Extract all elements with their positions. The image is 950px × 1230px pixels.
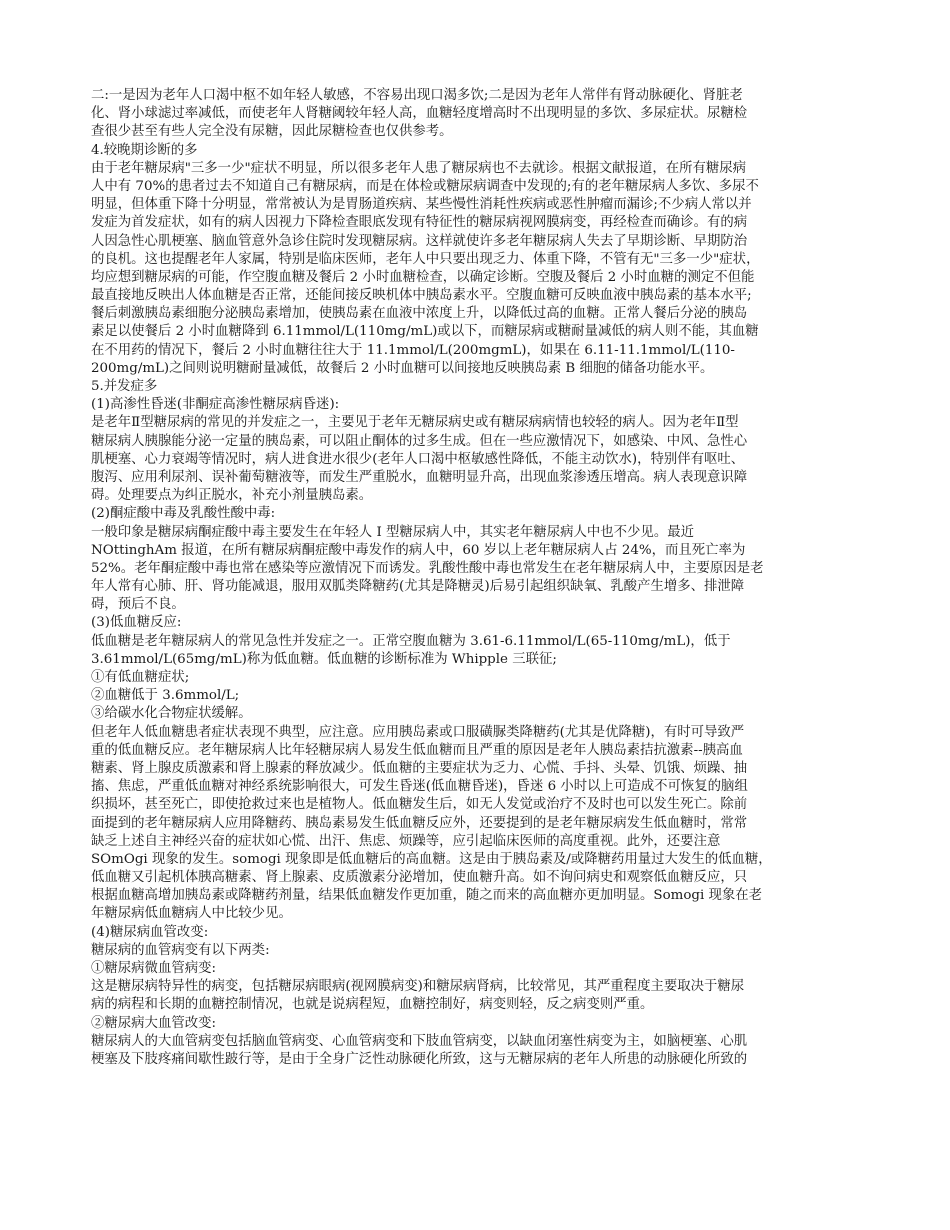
text-line: 糖尿病人的大血管病变包括脑血管病变、心血管病变和下肢血管病变，以缺血闭塞性病变为主，如脑梗塞、心肌 [91, 1033, 748, 1049]
text-line: 查很少甚至有些人完全没有尿糖，因此尿糖检查也仅供参考。 [91, 124, 453, 140]
text-line: 但老年人低血糖患者症状表现不典型，应注意。应用胰岛素或口服磺脲类降糖药(尤其是优降糖)，有时可导致严 [91, 724, 745, 740]
text-line: ②糖尿病大血管改变: [91, 1015, 217, 1031]
text-line: NOttinghAm 报道，在所有糖尿病酮症酸中毒发作的病人中，60 岁以上老年糖尿病人占 24%，而且死亡率为 [91, 542, 746, 558]
text-line: 均应想到糖尿病的可能，作空腹血糖及餐后 2 小时血糖检查，以确定诊断。空腹及餐后 2 小时血糖的测定不但能 [91, 269, 755, 285]
text-line: ③给碳水化合物症状缓解。 [91, 706, 252, 722]
text-line: 3.61mmol/L(65mg/mL)称为低血糖。低血糖的诊断标准为 Whipple 三联征; [91, 651, 557, 667]
text-line: SOmOgi 现象的发生。somogi 现象即是低血糖后的高血糖。这是由于胰岛素及/或降糖药用量过大发生的低血糖， [91, 851, 772, 867]
text-line: ①糖尿病微血管病变: [91, 961, 217, 976]
text-line: 5.并发症多 [91, 379, 158, 394]
text-line: 缺乏上述自主神经兴奋的症状如心慌、出汗、焦虑、烦躁等，应引起临床医师的高度重视。此外，还要注意 [91, 833, 721, 849]
text-line: 这是糖尿病特异性的病变，包括糖尿病眼病(视网膜病变)和糖尿病肾病，比较常见，其严重程度主要取决于糖尿 [91, 979, 745, 995]
text-line: 重的低血糖反应。老年糖尿病人比年轻糖尿病人易发生低血糖而且严重的原因是老年人胰岛素拮抗激素--胰高血 [91, 742, 743, 758]
text-line: 织损坏，甚至死亡，即使抢救过来也是植物人。低血糖发生后，如无人发觉或治疗不及时也可以发生死亡。除前 [91, 797, 748, 813]
text-line: 人因急性心肌梗塞、脑血管意外急诊住院时发现糖尿病。这样就使许多老年糖尿病人失去了早期诊断、早期防治 [91, 233, 748, 249]
text-line: ②血糖低于 3.6mmol/L; [91, 688, 240, 704]
text-line: 肌梗塞、心力衰竭等情况时，病人进食进水很少(老年人口渴中枢敏感性降低，不能主动饮水)，特别伴有呕吐、 [91, 451, 745, 467]
text-line: 低血糖是老年糖尿病人的常见急性并发症之一。正常空腹血糖为 3.61-6.11mmol/L(65-110mg/mL)，低于 [91, 633, 731, 649]
text-line: 最直接地反映出人体血糖是否正常，还能间接反映机体中胰岛素水平。空腹血糖可反映血液中胰岛素的基本水平; [91, 288, 752, 304]
text-line: 糖素、肾上腺皮质激素和肾上腺素的释放减少。低血糖的主要症状为乏力、心慌、手抖、头晕、饥饿、烦躁、抽 [91, 760, 748, 776]
text-line: 根据血糖高增加胰岛素或降糖药剂量，结果低血糖发作更加重，随之而来的高血糖亦更加明显。Somogi 现象在老 [91, 888, 763, 904]
text-line: 糖尿病人胰腺能分泌一定量的胰岛素，可以阻止酮体的过多生成。但在一些应激情况下，如感染、中风、急性心 [91, 433, 748, 449]
text-line: 低血糖又引起机体胰高糖素、肾上腺素、皮质激素分泌增加，使血糖升高。如不询问病史和观察低血糖反应，只 [91, 870, 748, 886]
text-line: 年人常有心肺、肝、肾功能减退，服用双胍类降糖药(尤其是降糖灵)后易引起组织缺氧、乳酸产生增多、排泄障 [91, 579, 745, 595]
text-line: 200mg/mL)之间则说明糖耐量减低，故餐后 2 小时血糖可以间接地反映胰岛素 B 细胞的储备功能水平。 [91, 360, 714, 376]
text-line: 面提到的老年糖尿病人应用降糖药、胰岛素易发生低血糖反应外，还要提到的是老年糖尿病发生低血糖时，常常 [91, 815, 748, 831]
text-line: 二:一是因为老年人口渴中枢不如年轻人敏感，不容易出现口渴多饮;二是因为老年人常伴有肾动脉硬化、肾脏老 [91, 88, 743, 103]
text-line: 腹泻、应用利尿剂、误补葡萄糖液等，而发生严重脱水，血糖明显升高，出现血浆渗透压增高。病人表现意识障 [91, 469, 748, 485]
text-line: 化、肾小球滤过率减低，而使老年人肾糖阈较年轻人高，血糖轻度增高时不出现明显的多饮、多尿症状。尿糖检 [91, 106, 748, 122]
text-line: (3)低血糖反应: [91, 615, 182, 631]
text-line: ①有低血糖症状; [91, 670, 190, 685]
text-line: 糖尿病的血管病变有以下两类: [91, 942, 270, 958]
text-line: 一般印象是糖尿病酮症酸中毒主要发生在年轻人 I 型糖尿病人中，其实老年糖尿病人中也不少见。最近 [91, 524, 694, 540]
document-page [91, 87, 861, 1069]
text-line: 人中有 70%的患者过去不知道自己有糖尿病，而是在体检或糖尿病调查中发现的;有的老年糖尿病人多饮、多尿不 [91, 178, 759, 194]
text-line: 梗塞及下肢疼痛间歇性跛行等，是由于全身广泛性动脉硬化所致，这与无糖尿病的老年人所患的动脉硬化所致的 [91, 1051, 748, 1067]
text-line: (4)糖尿病血管改变: [91, 924, 209, 940]
text-line: 碍。处理要点为纠正脱水，补充小剂量胰岛素。 [91, 488, 373, 504]
text-line: (1)高渗性昏迷(非酮症高渗性糖尿病昏迷): [91, 397, 340, 413]
text-line: 由于老年糖尿病"三多一少"症状不明显，所以很多老年人患了糖尿病也不去就诊。根据文献报道，在所有糖尿病 [91, 160, 747, 176]
text-line: 明显，但体重下降十分明显，常常被认为是胃肠道疾病、某些慢性消耗性疾病或恶性肿瘤而漏诊;不少病人常以并 [91, 197, 752, 213]
text-line: 52%。老年酮症酸中毒也常在感染等应激情况下而诱发。乳酸性酸中毒也常发生在老年糖尿病人中，主要原因是老 [91, 560, 764, 576]
text-line: 素足以使餐后 2 小时血糖降到 6.11mmol/L(110mg/mL)或以下，而糖尿病或糖耐量减低的病人则不能，其血糖 [91, 324, 759, 340]
text-line: 碍，预后不良。 [91, 597, 185, 613]
text-line: 的良机。这也提醒老年人家属，特别是临床医师，老年人中只要出现乏力、体重下降，不管有无"三多一少"症状， [91, 251, 760, 267]
text-line: 年糖尿病低血糖病人中比较少见。 [91, 906, 292, 922]
text-line: 病的病程和长期的血糖控制情况，也就是说病程短，血糖控制好，病变则轻，反之病变则严重。 [91, 997, 654, 1013]
text-line: 在不用药的情况下，餐后 2 小时血糖往往大于 11.1mmol/L(200mgmL)，如果在 6.11-11.1mmol/L(110- [91, 342, 735, 358]
text-line: 发症为首发症状，如有的病人因视力下降检查眼底发现有特征性的糖尿病视网膜病变，再经检查而确诊。有的病 [91, 215, 748, 231]
text-line: 搐、焦虑，严重低血糖对神经系统影响很大，可发生昏迷(低血糖昏迷)，昏迷 6 小时以上可造成不可恢复的脑组 [91, 779, 748, 795]
text-line: 4.较晚期诊断的多 [91, 142, 198, 158]
text-line: 是老年Ⅱ型糖尿病的常见的并发症之一，主要见于老年无糖尿病史或有糖尿病病情也较轻的病人。因为老年Ⅱ型 [91, 415, 739, 431]
text-line: 餐后刺激胰岛素细胞分泌胰岛素增加，使胰岛素在血液中浓度上升，以降低过高的血糖。正常人餐后分泌的胰岛 [91, 306, 748, 322]
text-line: (2)酮症酸中毒及乳酸性酸中毒: [91, 506, 276, 522]
